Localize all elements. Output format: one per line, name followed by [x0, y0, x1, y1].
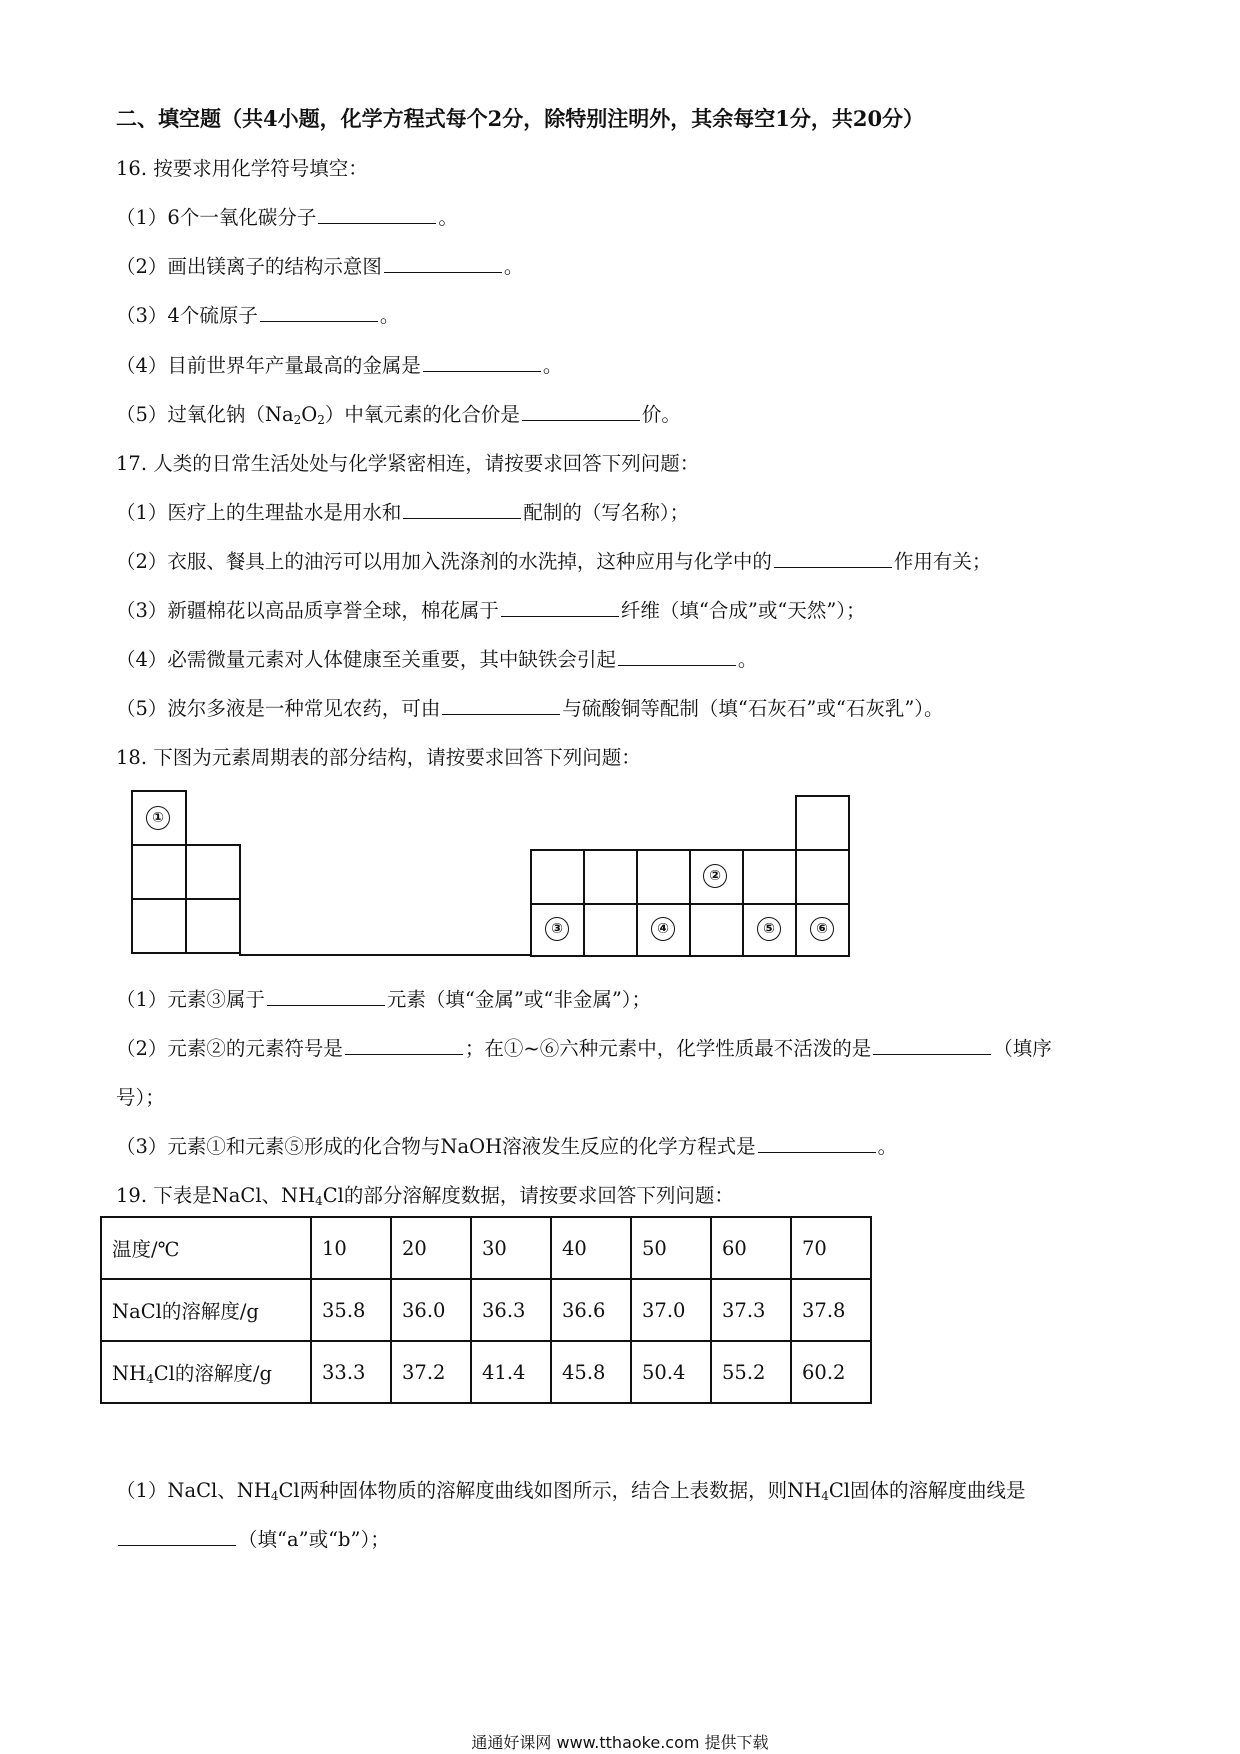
solubility-table	[100, 1216, 872, 1404]
table-cell: 36.6	[551, 1279, 631, 1341]
table-row	[101, 1341, 871, 1403]
period-cell	[795, 849, 850, 905]
table-cell: 41.4	[471, 1341, 551, 1403]
table-header-cell: 温度/℃	[101, 1217, 311, 1279]
q19-part1: （1）NaCl、$NH_4Cl$两种固体物质的溶解度曲线如图所示，结合上表数据，则$NH_4Cl$固体的溶解度曲线是	[116, 1479, 1026, 1503]
element-mark-6: ⑥	[810, 917, 834, 941]
table-row	[101, 1217, 871, 1279]
answer-blank[interactable]	[442, 696, 560, 715]
period-cell	[795, 795, 850, 851]
q19-part1-cont: （填“a”或“b”）；	[116, 1527, 390, 1553]
q17-part5: （5）波尔多液是一种常见农药，可由 与硫酸铜等配制（填“石灰石”或“石灰乳”）。	[116, 697, 944, 720]
period-cell	[636, 849, 691, 905]
q16-part2: （2）画出镁离子的结构示意图 。	[116, 255, 524, 278]
table-cell: 36.0	[391, 1279, 471, 1341]
q16-stem: 16. 按要求用化学符号填空：	[116, 157, 368, 180]
q16-part5: （5）过氧化钠$(Na_2O_2)$中氧元素的化合价是 价。	[116, 403, 681, 427]
page-footer: 通通好课网 www.tthaoke.com 提供下载	[471, 1733, 769, 1752]
q16-part3: （3）4个硫原子 。	[116, 304, 400, 327]
period-cell	[689, 903, 744, 957]
q18-part2-cont: 号）；	[116, 1086, 165, 1109]
answer-blank[interactable]	[318, 205, 436, 224]
period-cell	[131, 844, 187, 900]
q18-part2: （2）元素②的元素符号是 ；在①~⑥六种元素中，化学性质最不活泼的是 （填序	[116, 1037, 1052, 1060]
element-mark-5: ⑤	[757, 917, 781, 941]
period-cell	[742, 849, 797, 905]
answer-blank[interactable]	[345, 1036, 463, 1055]
q19-stem: 19. 下表是NaCl、$NH_4Cl$的部分溶解度数据，请按要求回答下列问题：	[116, 1184, 734, 1208]
table-cell: 40	[551, 1217, 631, 1279]
q18-part1: （1）元素③属于 元素（填“金属”或“非金属”）；	[116, 988, 652, 1011]
q16-part1: （1）6个一氧化碳分子 。	[116, 206, 458, 229]
element-mark-1: ①	[146, 806, 170, 830]
element-mark-2: ②	[703, 864, 727, 888]
answer-blank[interactable]	[267, 987, 385, 1006]
q16-part4: （4）目前世界年产量最高的金属是 。	[116, 354, 563, 377]
table-cell: 37.3	[711, 1279, 791, 1341]
table-cell: 50	[631, 1217, 711, 1279]
period-cell	[583, 903, 638, 957]
table-header-cell: NaCl的溶解度/g	[101, 1279, 311, 1341]
answer-blank[interactable]	[501, 598, 619, 617]
q18-stem: 18. 下图为元素周期表的部分结构，请按要求回答下列问题：	[116, 746, 641, 769]
element-mark-4: ④	[651, 917, 675, 941]
table-cell: 45.8	[551, 1341, 631, 1403]
answer-blank[interactable]	[423, 353, 541, 372]
table-cell: 70	[791, 1217, 871, 1279]
period-cell	[583, 849, 638, 905]
answer-blank[interactable]	[873, 1036, 991, 1055]
table-cell: 30	[471, 1217, 551, 1279]
period-cell	[131, 898, 187, 954]
answer-blank[interactable]	[118, 1527, 236, 1546]
table-cell: 60	[711, 1217, 791, 1279]
table-cell: 33.3	[311, 1341, 391, 1403]
answer-blank[interactable]	[260, 303, 378, 322]
section-title: 二、填空题（共4小题，化学方程式每个2分，除特别注明外，其余每空1分，共20分）	[116, 106, 925, 131]
table-cell: 10	[311, 1217, 391, 1279]
answer-blank[interactable]	[774, 549, 892, 568]
element-mark-3: ③	[545, 917, 569, 941]
table-cell: 35.8	[311, 1279, 391, 1341]
period-cell	[530, 849, 585, 905]
table-cell: 36.3	[471, 1279, 551, 1341]
q17-part1: （1）医疗上的生理盐水是用水和 配制的（写名称）；	[116, 501, 690, 524]
table-cell: 55.2	[711, 1341, 791, 1403]
table-header-cell: $NH_4Cl$的溶解度/g	[101, 1341, 311, 1403]
q17-part4: （4）必需微量元素对人体健康至关重要，其中缺铁会引起 。	[116, 648, 758, 671]
answer-blank[interactable]	[618, 647, 736, 666]
answer-blank[interactable]	[403, 500, 521, 519]
table-cell: 37.2	[391, 1341, 471, 1403]
q17-part3: （3）新疆棉花以高品质享誉全球，棉花属于 纤维（填“合成”或“天然”）；	[116, 599, 866, 622]
answer-blank[interactable]	[522, 402, 640, 421]
table-cell: 37.0	[631, 1279, 711, 1341]
table-cell: 60.2	[791, 1341, 871, 1403]
period-cell	[185, 844, 241, 900]
table-cell: 20	[391, 1217, 471, 1279]
answer-blank[interactable]	[384, 254, 502, 273]
table-cell: 37.8	[791, 1279, 871, 1341]
period-cell	[185, 898, 241, 954]
table-row	[101, 1279, 871, 1341]
q18-part3: （3）元素①和元素⑤形成的化合物与NaOH溶液发生反应的化学方程式是 。	[116, 1135, 898, 1158]
q17-part2: （2）衣服、餐具上的油污可以用加入洗涤剂的水洗掉，这种应用与化学中的 作用有关；	[116, 550, 992, 573]
q17-stem: 17. 人类的日常生活处处与化学紧密相连，请按要求回答下列问题：	[116, 452, 700, 475]
table-baseline	[239, 954, 532, 956]
table-cell: 50.4	[631, 1341, 711, 1403]
answer-blank[interactable]	[758, 1134, 876, 1153]
